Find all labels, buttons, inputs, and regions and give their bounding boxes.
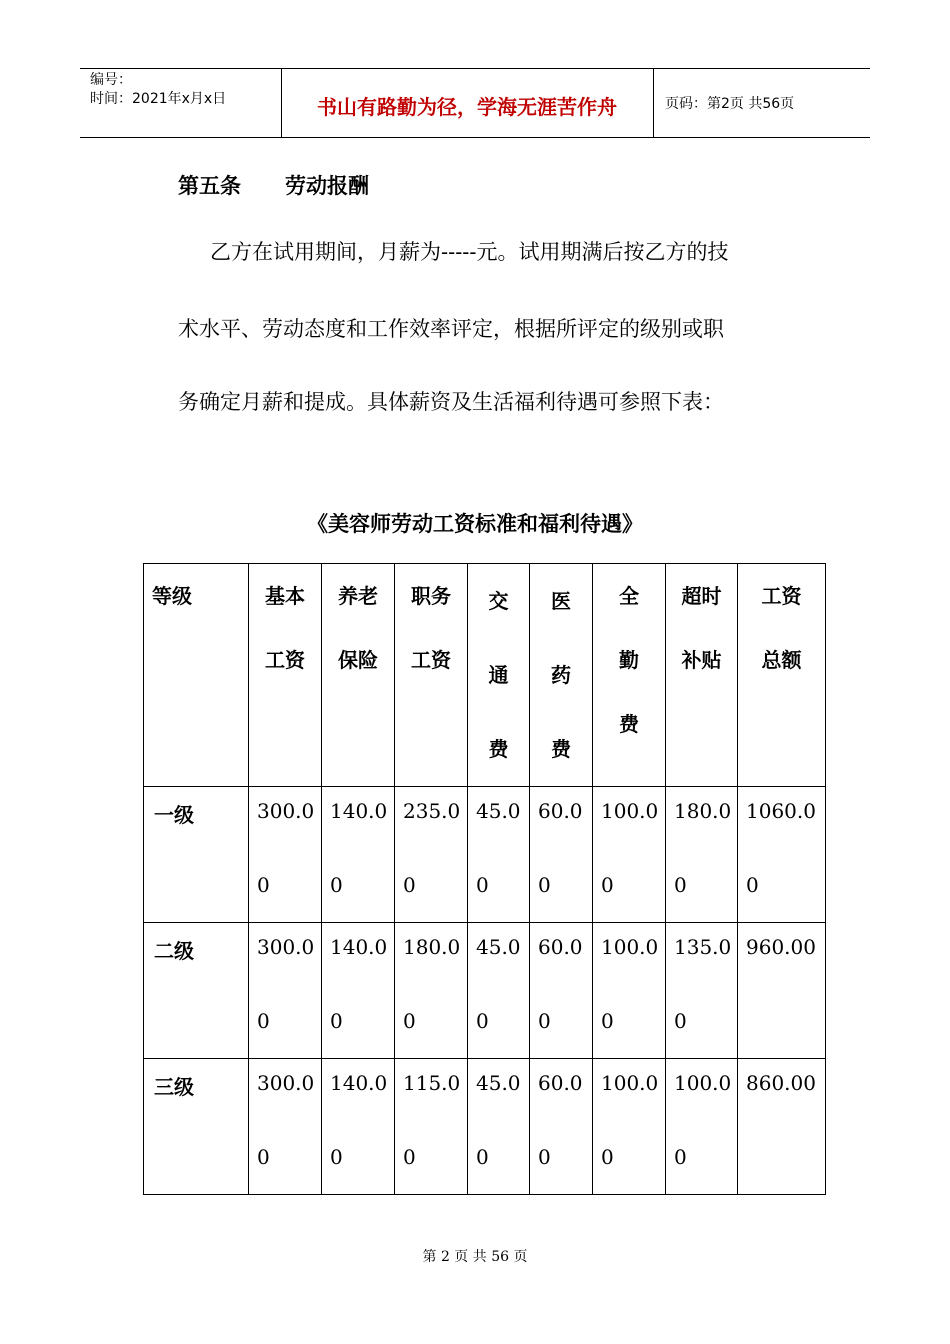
value-cell: 100.0 0 xyxy=(593,787,666,923)
value-cell: 1060.0 0 xyxy=(738,787,826,923)
header-cell: 医 药 费 xyxy=(530,564,593,787)
header-cell: 交 通 费 xyxy=(468,564,530,787)
header-cell: 职务 工资 xyxy=(395,564,468,787)
article-heading xyxy=(178,170,369,200)
number-label: 编号： xyxy=(90,72,132,88)
page-header xyxy=(80,68,870,138)
article-line: 乙方在试用期间，月薪为-----元。试用期满后按乙方的技 xyxy=(210,240,729,264)
salary-table xyxy=(143,563,826,1195)
value-cell: 140.0 0 xyxy=(322,787,395,923)
value-cell: 60.0 0 xyxy=(530,787,593,923)
value-cell: 300.0 0 xyxy=(249,1059,322,1195)
header-cell: 工资 总额 xyxy=(738,564,826,787)
value-cell: 140.0 0 xyxy=(322,1059,395,1195)
value-cell: 300.0 0 xyxy=(249,923,322,1059)
value-cell: 45.0 0 xyxy=(468,1059,530,1195)
table-row xyxy=(144,923,826,1059)
value-cell: 100.0 0 xyxy=(593,923,666,1059)
value-cell: 60.0 0 xyxy=(530,923,593,1059)
value-cell: 135.0 0 xyxy=(666,923,738,1059)
article-number: 第五条 xyxy=(178,173,241,198)
value-cell: 960.00 xyxy=(738,923,826,1059)
header-meta xyxy=(90,71,226,109)
article-title: 劳动报酬 xyxy=(285,173,369,198)
value-cell: 60.0 0 xyxy=(530,1059,593,1195)
table-row xyxy=(144,787,826,923)
header-cell: 全 勤 费 xyxy=(593,564,666,787)
table-header-row xyxy=(144,564,826,787)
header-cell: 基本 工资 xyxy=(249,564,322,787)
value-cell: 100.0 0 xyxy=(593,1059,666,1195)
value-cell: 860.00 xyxy=(738,1059,826,1195)
header-cell-level: 等级 xyxy=(144,564,249,787)
header-divider xyxy=(653,69,654,137)
header-cell: 超时 补贴 xyxy=(666,564,738,787)
header-motto: 书山有路勤为径，学海无涯苦作舟 xyxy=(317,95,617,119)
value-cell: 180.0 0 xyxy=(395,923,468,1059)
article-line: 务确定月薪和提成。具体薪资及生活福利待遇可参照下表： xyxy=(178,390,724,414)
value-cell: 180.0 0 xyxy=(666,787,738,923)
article-line: 术水平、劳动态度和工作效率评定，根据所评定的级别或职 xyxy=(178,317,724,341)
value-cell: 140.0 0 xyxy=(322,923,395,1059)
value-cell: 100.0 0 xyxy=(666,1059,738,1195)
table-title: 《美容师劳动工资标准和福利待遇》 xyxy=(307,511,643,536)
header-page-info: 页码：第2页 共56页 xyxy=(665,96,795,112)
table-row xyxy=(144,1059,826,1195)
value-cell: 45.0 0 xyxy=(468,787,530,923)
header-cell: 养老 保险 xyxy=(322,564,395,787)
value-cell: 235.0 0 xyxy=(395,787,468,923)
value-cell: 300.0 0 xyxy=(249,787,322,923)
value-cell: 115.0 0 xyxy=(395,1059,468,1195)
value-cell: 45.0 0 xyxy=(468,923,530,1059)
level-cell: 三级 xyxy=(144,1059,249,1195)
time-label: 时间：2021年x月x日 xyxy=(90,91,227,107)
level-cell: 二级 xyxy=(144,923,249,1059)
level-cell: 一级 xyxy=(144,787,249,923)
page-footer: 第 2 页 共 56 页 xyxy=(422,1249,528,1265)
